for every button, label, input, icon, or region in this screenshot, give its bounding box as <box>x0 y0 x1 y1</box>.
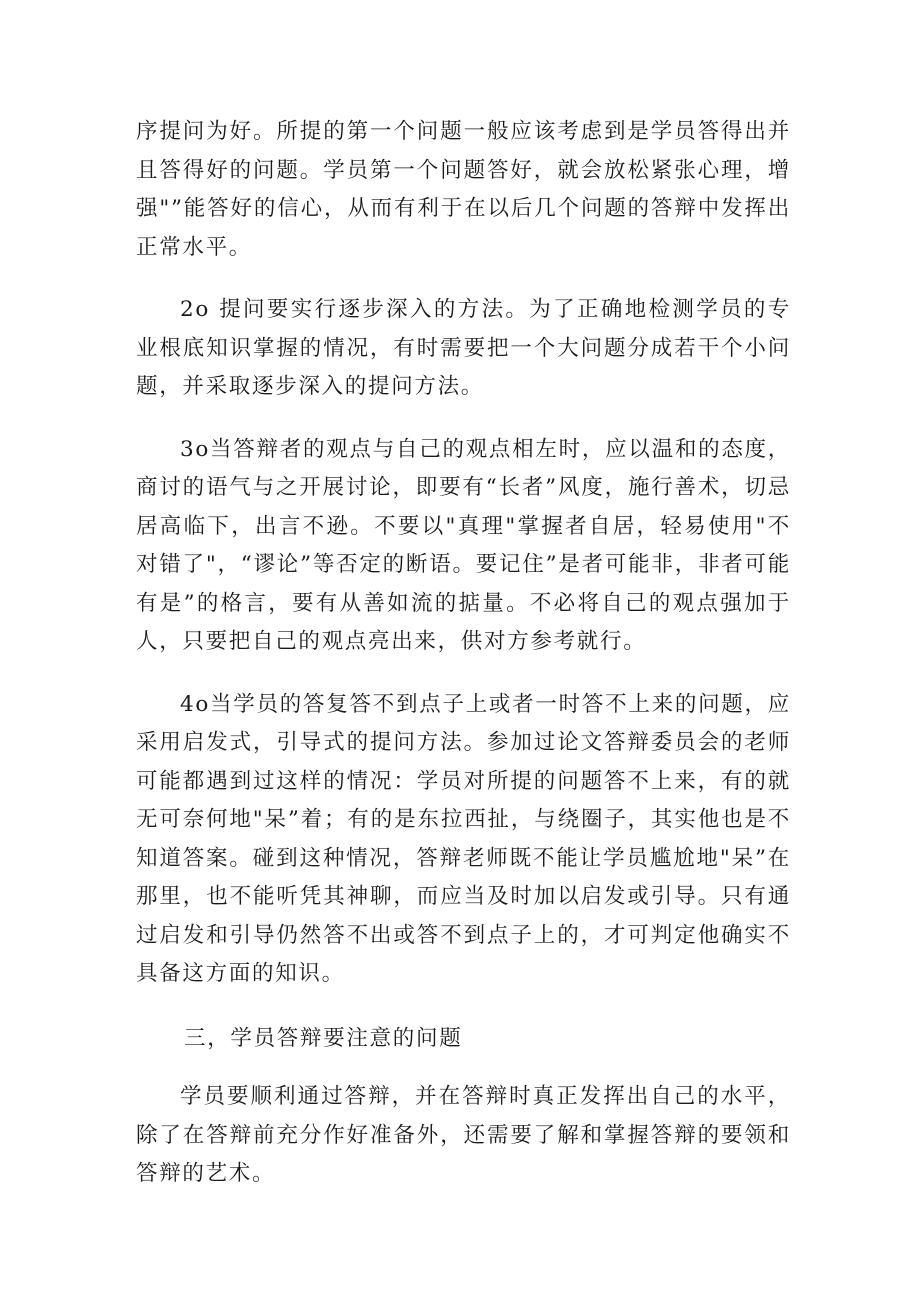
section-heading: 三，学员答辩要注意的问题 <box>184 1025 463 1051</box>
paragraph-point-2: 2o 提问要实行逐步深入的方法。为了正确地检测学员的专业根底知识掌握的情况，有时需要把一个大问题分成若干个小问题，并采取逐步深入的提问方法。 <box>136 297 791 399</box>
paragraph-point-3: 3o当答辩者的观点与自己的观点相左时，应以温和的态度，商讨的语气与之开展讨论，即要有“长者”风度，施行善术，切忌居高临下，出言不逊。不要以"真理"掌握者自居，轻易使用"不对错了"，“谬论”等否定的断语。要记住”是者可能非，非者可能有是”的格言，要有从善如流的掂量。不必将自己的观点强加于人，只要把自己的观点亮出来，供对方参考就行。 <box>136 436 791 654</box>
paragraph-section-intro: 学员要顺利通过答辩，并在答辩时真正发挥出自己的水平，除了在答辩前充分作好准备外，还需要了解和掌握答辩的要领和答辩的艺术。 <box>136 1084 791 1186</box>
paragraph-continuation: 序提问为好。所提的第一个问题一般应该考虑到是学员答得出并且答得好的问题。学员第一个问题答好，就会放松紧张心理，增强"”能答好的信心，从而有利于在以后几个问题的答辩中发挥出正常水平。 <box>136 119 791 260</box>
paragraph-point-4: 4o当学员的答复答不到点子上或者一时答不上来的问题，应采用启发式，引导式的提问方法。参加过论文答辩委员会的老师可能都遇到过这样的情况：学员对所提的问题答不上来，有的就无可奈何地"呆”着；有的是东拉西扯，与绕圈子，其实他也是不知道答案。碰到这种情况，答辩老师既不能让学员尴尬地"呆”在那里，也不能听凭其神聊，而应当及时加以启发或引导。只有通过启发和引导仍然答不出或答不到点子上的，才可判定他确实不具备这方面的知识。 <box>136 691 791 986</box>
document-body <box>136 113 791 1194</box>
